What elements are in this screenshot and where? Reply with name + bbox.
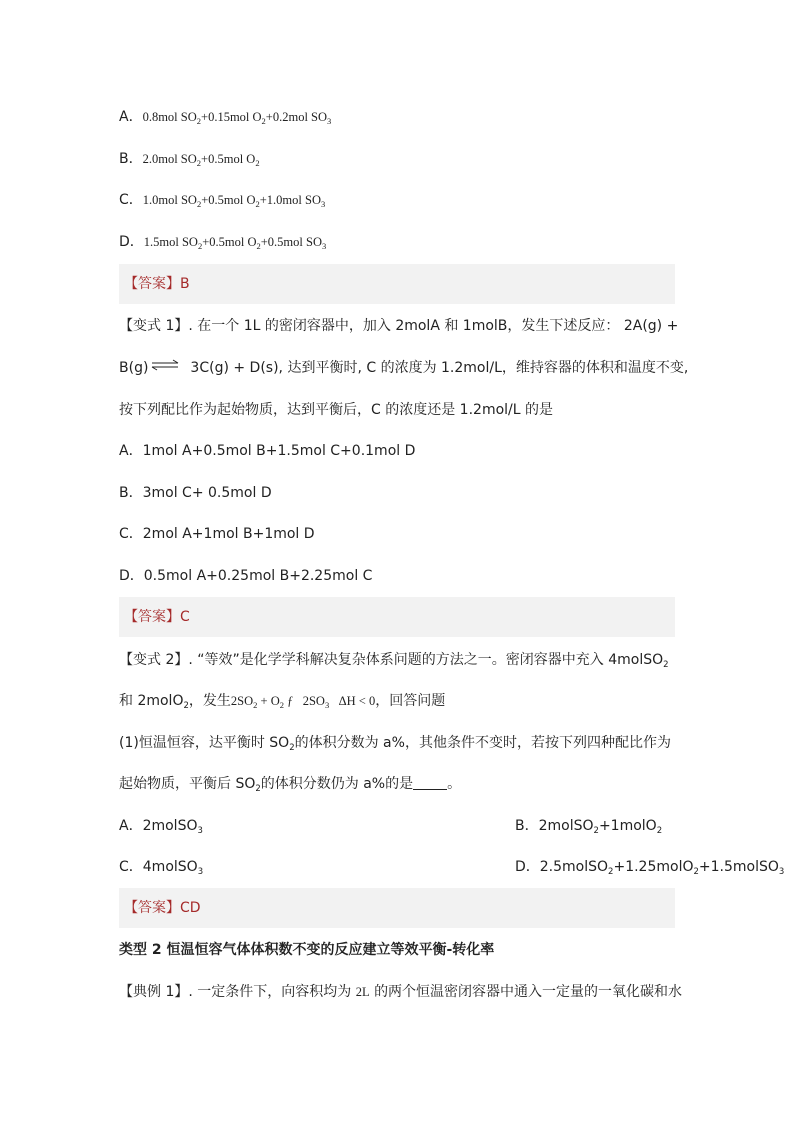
variant2-option-d: D．2.5molSO$_2$+1.25molO$_2$+1.5molSO$_3$	[515, 859, 785, 877]
option-text: 1.0mol $SO_2+0.5mol$ $O_2+1.0mol$ $SO_3$	[142, 193, 326, 209]
option-label: A．	[119, 109, 143, 125]
variant1-line1: 【变式 1】. 在一个 1L 的密闭容器中，加入 2molA 和 1molB，发生下述反应： 2A(g) +	[119, 318, 679, 334]
option-a	[119, 107, 679, 127]
reaction-equation: $2SO_2 + O_2$ ƒ $2SO_3$ ΔH < 0	[230, 694, 376, 710]
variant2-line1: 【变式 2】. “等效”是化学学科解决复杂体系问题的方法之一。密闭容器中充入 4molSO$_2$	[119, 652, 669, 670]
option-text: 2.0mol $SO_2+0.5mol$ $O_2$	[142, 152, 260, 168]
variant1-line3: 按下列配比作为起始物质，达到平衡后，C 的浓度还是 1.2mol/L 的是	[119, 402, 553, 418]
section-heading: 类型 2 恒温恒容气体体积数不变的反应建立等效平衡-转化率	[119, 942, 495, 958]
answer-text: 【答案】C	[124, 609, 190, 625]
variant2-option-a: A．2molSO$_3$	[119, 818, 203, 836]
variant2-line2: 和 2molO$_2$，发生$2SO_2 + O_2$ ƒ $2SO_3$ ΔH < 0，回答问题	[119, 693, 446, 711]
variant1-option-a: A．1mol A+0.5mol B+1.5mol C+0.1mol D	[119, 443, 416, 459]
answer-blank[interactable]	[413, 775, 447, 790]
answer-box	[119, 597, 675, 637]
equilibrium-arrow-icon	[150, 359, 180, 371]
variant2-line3: (1)恒温恒容，达平衡时 $SO_2$的体积分数为 a%，其他条件不变时，若按下列四种配比作为	[119, 735, 671, 753]
option-label: D．	[119, 234, 144, 250]
answer-box	[119, 264, 675, 304]
option-c	[119, 190, 679, 210]
variant2-option-b: B．2molSO$_2$+1molO$_2$	[515, 818, 663, 836]
option-text: 1.5mol $SO_2+0.5mol$ $O_2+0.5mol$ $SO_3$	[143, 235, 327, 251]
variant2-options-row2	[119, 857, 785, 877]
variant1-option-d: D．0.5mol A+0.25mol B+2.25mol C	[119, 568, 373, 584]
option-text: 0.8mol $SO_2+0.15mol$ $O_2+0.2mol$ $SO_3$	[142, 110, 332, 126]
variant1-line2: B(g) 3C(g) + D(s), 达到平衡时, C 的浓度为 1.2mol/L，维持容器的体积和温度不变,	[119, 360, 689, 376]
option-label: B．	[119, 151, 143, 167]
variant2-option-c: C．4molSO$_3$	[119, 859, 204, 877]
variant1-option-c: C．2mol A+1mol B+1mol D	[119, 526, 315, 542]
variant1-option-b: B．3mol C+ 0.5mol D	[119, 485, 272, 501]
example1-line1: 【典例 1】. 一定条件下，向容积均为 2L 的两个恒温密闭容器中通入一定量的一氧化碳和水	[119, 984, 683, 1000]
option-label: C．	[119, 192, 143, 208]
answer-text: 【答案】CD	[124, 900, 201, 916]
answer-box	[119, 888, 675, 928]
answer-text: 【答案】B	[124, 276, 190, 292]
variant2-options-row1	[119, 816, 679, 836]
variant2-line4: 起始物质，平衡后 $SO_2$的体积分数仍为 a%的是 。	[119, 776, 462, 794]
option-d	[119, 232, 679, 252]
option-b	[119, 149, 679, 169]
